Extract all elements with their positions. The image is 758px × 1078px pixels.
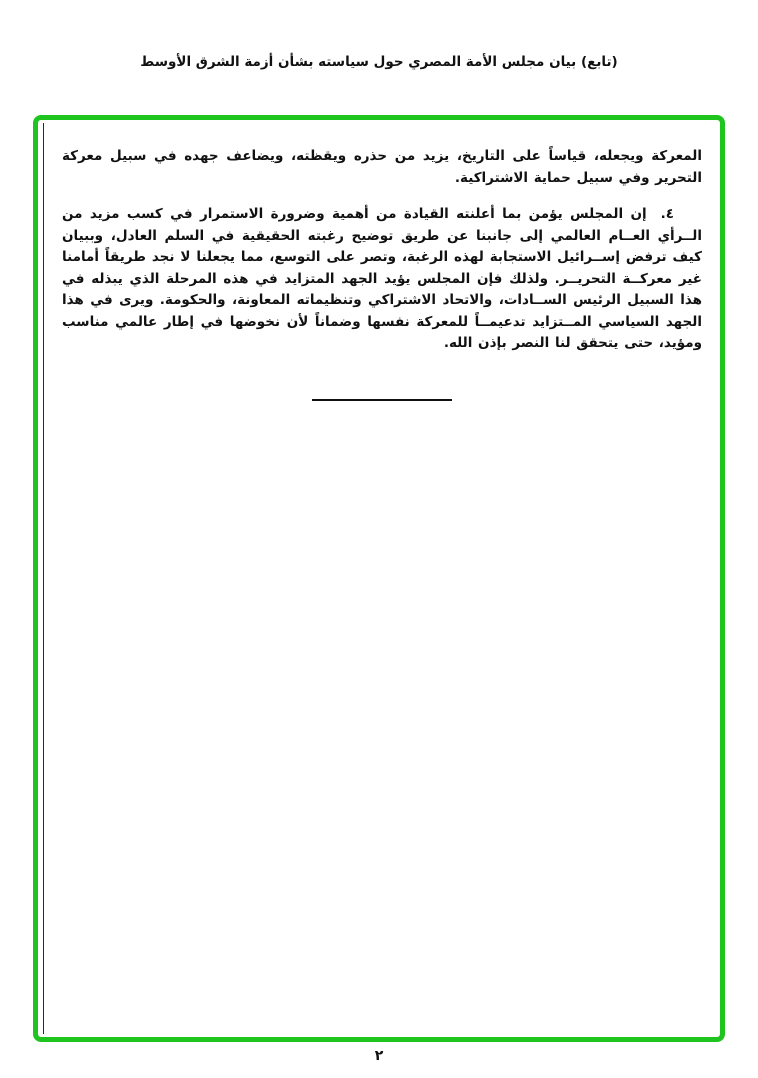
- paragraph-continuation: المعركة ويجعله، قياساً على التاريخ، يزيد من حذره ويقظته، ويضاعف جهده في سبيل معركة التحرير وفي سبيل حماية الاشتراكية.: [62, 148, 702, 186]
- item-4-number: ٤.: [660, 206, 674, 222]
- paragraph-item-4: [62, 204, 702, 355]
- page-number: ٢: [374, 1048, 384, 1064]
- green-border-frame: [33, 115, 725, 1042]
- section-separator-rule: [312, 399, 452, 401]
- scan-left-line: [43, 123, 44, 1034]
- document-body: [62, 146, 702, 401]
- document-header-title: (تابع) بيان مجلس الأمة المصري حول سياسته بشأن أزمة الشرق الأوسط: [140, 54, 618, 70]
- item-4-text: إن المجلس يؤمن بما أعلنته القيادة من أهمية وضرورة الاستمرار في كسب مزيد من الــرأي العــام العالمي إلى جانبنا عن طريق توضيح رغبته الحقيقية في السلم العادل، وببيان كيف ترفض إســرائيل الاستجابة لهذه الرغبة، وتصر على التوسع، مما يجعلنا لا نجد طريقاً أمامنا غير معركــة التحريــر. ولذلك فإن المجلس يؤيد الجهد المتزايد في هذه المرحلة الذي يبذله في هذا السبيل الرئيس الســادات، والاتحاد الاشتراكي وتنظيماته المعاونة، والحكومة. ويرى في هذا الجهد السياسي المــتزايد تدعيمــاً للمعركة نفسها وضماناً لأن نخوضها في إطار عالمي مناسب ومؤيد، حتى يتحقق لنا النصر بإذن الله.: [62, 206, 702, 351]
